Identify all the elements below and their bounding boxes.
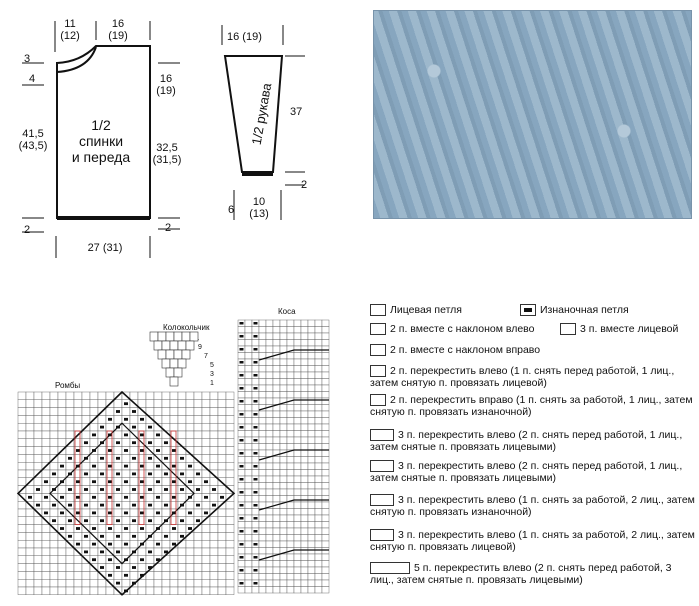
knitting-chart-grid (0, 300, 340, 606)
legend-item-cross3-left-c: 3 п. перекрестить влево (1 п. снять за работой, 2 лиц., затем снятую п. провязать изнаночной) (370, 494, 695, 519)
cross-3-left-icon (370, 460, 394, 472)
chart-kolokolchik-label: Колокольчик (163, 323, 210, 332)
bottom-rib (57, 216, 150, 220)
body-top-left-width: 11 (12) (60, 18, 80, 42)
legend-item-cross3-left-d: 3 п. перекрестить влево (1 п. снять за работой, 2 лиц., затем снятую п. провязать лицевой) (370, 529, 695, 554)
legend-item-cross2-right: 2 п. перекрестить вправо (1 п. снять за работой, 1 лиц., затем снятую п. провязать изнаночной) (370, 394, 693, 419)
legend-item-knit: Лицевая петля (370, 304, 462, 316)
cross-3-left-icon (370, 429, 394, 441)
double-decrease-icon (560, 323, 576, 335)
cross-2-left-icon (370, 365, 386, 377)
cross-5-left-icon (370, 562, 410, 574)
sleeve-height: 37 (290, 106, 303, 118)
legend-item-cross3-left-b: 3 п. перекрестить влево (2 п. снять перед работой, 1 лиц., затем снятые п. провязать лицевыми) (370, 460, 683, 485)
knitted-fabric-photo (373, 10, 692, 219)
cross-3-left-knit-icon (370, 529, 394, 541)
chart-kosa-label: Коса (278, 307, 296, 316)
sleeve-cuff (242, 172, 273, 176)
legend-item-cross2-left: 2 п. перекрестить влево (1 п. снять перед работой, 1 лиц., затем снятую п. провязать лицевой) (370, 365, 675, 390)
sleeve-title: 1/2 рукава (248, 81, 275, 146)
legend-item-purl: Изнаночная петля (520, 304, 629, 316)
legend-item-cross3-left-a: 3 п. перекрестить влево (2 п. снять перед работой, 1 лиц., затем снятые п. провязать лицевыми) (370, 429, 683, 454)
sleeve-bottom-left: 6 (228, 204, 235, 216)
decrease-left-icon (370, 323, 386, 335)
body-left-top-b: 4 (29, 73, 36, 85)
body-schema-title: 1/2 спинки и переда (71, 117, 131, 165)
decrease-right-icon (370, 344, 386, 356)
body-right-top: 16 (19) (156, 73, 176, 97)
sleeve-top-width: 16 (19) (227, 31, 262, 43)
body-right-middle: 32,5 (31,5) (152, 142, 182, 166)
body-left-top-a: 3 (24, 53, 31, 65)
body-bottom-left: 2 (24, 224, 31, 236)
body-top-right-width: 16 (19) (108, 18, 128, 42)
sleeve-bottom-right: 2 (301, 179, 308, 191)
legend-item-3tog: 3 п. вместе лицевой (560, 323, 678, 335)
chart-rombi-label: Ромбы (55, 381, 81, 390)
sleeve-bottom-width: 10 (13) (249, 196, 269, 220)
body-bottom-right: 2 (165, 222, 172, 234)
cross-2-right-icon (370, 394, 386, 406)
body-bottom-width: 27 (31) (87, 242, 123, 254)
legend-item-cross5-left: 5 п. перекрестить влево (2 п. снять перед работой, 3 лиц., затем снятые п. провязать лицевыми) (370, 562, 672, 587)
body-left-height: 41,5 (43,5) (18, 128, 48, 152)
knit-stitch-icon (370, 304, 386, 316)
purl-stitch-icon (520, 304, 536, 316)
cross-3-left-purl-icon (370, 494, 394, 506)
legend-item-k2tog-right: 2 п. вместе с наклоном вправо (370, 344, 540, 356)
legend-item-k2tog-left: 2 п. вместе с наклоном влево (370, 323, 534, 335)
